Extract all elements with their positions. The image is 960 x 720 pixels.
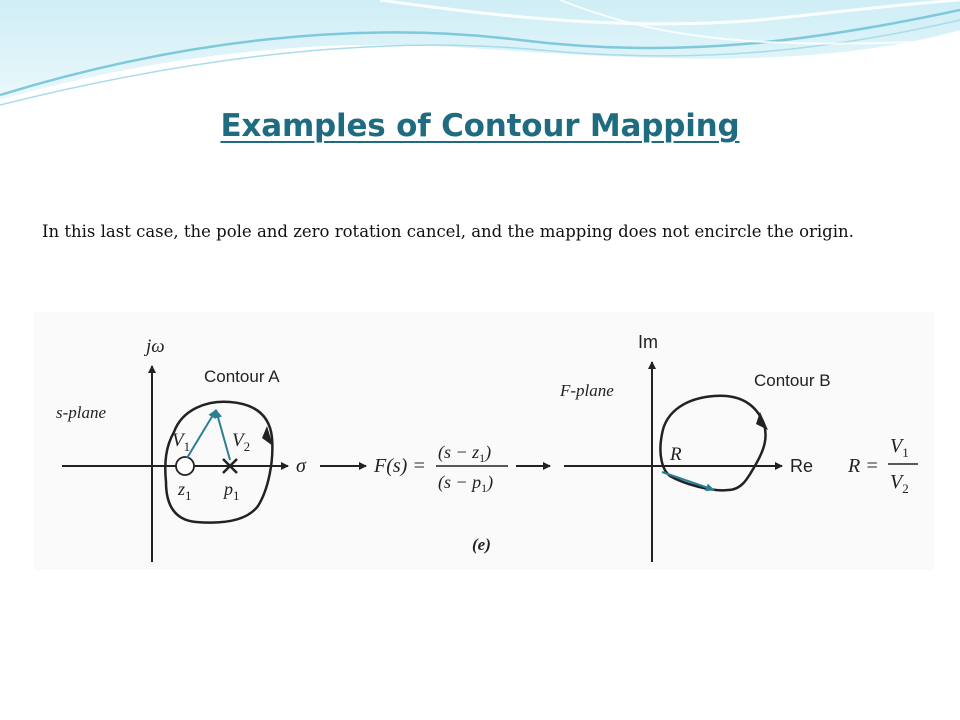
ratio-numerator: $V_1$ (890, 435, 909, 460)
zero-label: $z_1$ (178, 479, 192, 503)
slide-body-text: In this last case, the pole and zero rotation cancel, and the mapping does not encircle the origin. (42, 222, 854, 241)
ratio-label: R = (848, 455, 879, 477)
mapping-function-label: F(s) = (374, 455, 426, 477)
mapping-numerator: $(s - z_1)$ (438, 442, 492, 465)
s-plane-horizontal-axis-label: σ (296, 455, 306, 477)
s-plane-label: s-plane (56, 403, 107, 422)
vector-v1-label: $V_1$ (172, 430, 191, 454)
mapping-denominator: $(s - p_1)$ (438, 472, 494, 495)
f-plane-horizontal-axis-label: Re (790, 456, 814, 476)
zero-marker (176, 457, 194, 475)
contour-a-label: Contour A (204, 367, 280, 386)
slide-title: Examples of Contour Mapping (220, 108, 740, 144)
figure-caption: (e) (472, 535, 491, 554)
contour-mapping-figure (34, 312, 934, 570)
f-plane-label: F-plane (560, 381, 614, 400)
s-plane-vertical-axis-label: jω (146, 336, 165, 357)
pole-label: $p_1$ (224, 479, 240, 503)
contour-b-label: Contour B (754, 371, 831, 390)
f-plane-vertical-axis-label: Im (638, 332, 658, 352)
ratio-denominator: $V_2$ (890, 471, 909, 496)
vector-v2-label: $V_2$ (232, 430, 251, 454)
resultant-label: R (670, 444, 682, 465)
